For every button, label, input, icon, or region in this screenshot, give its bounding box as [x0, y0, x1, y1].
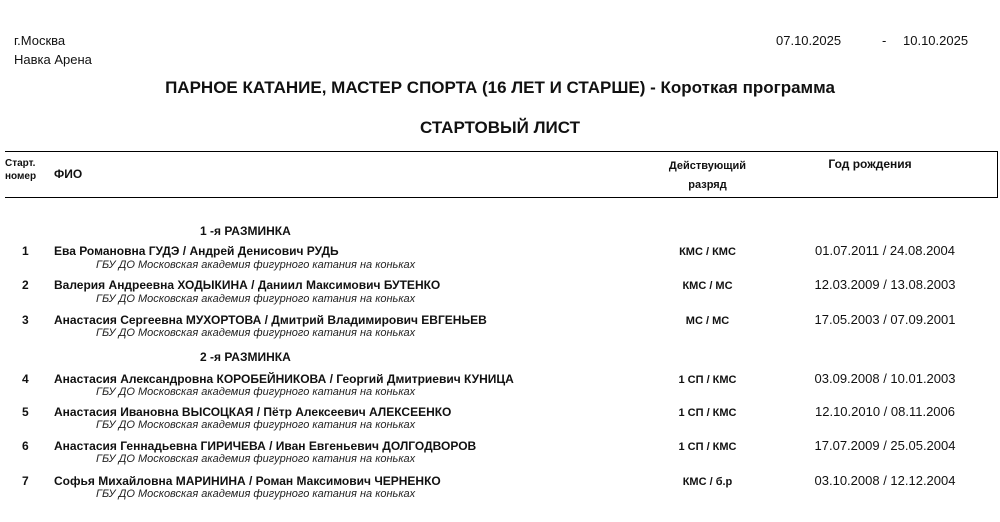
birth-dates: 17.07.2009 / 25.05.2004: [814, 438, 956, 453]
column-header-birth-year: Год рождения: [828, 157, 912, 171]
skater-pair-name: Анастасия Сергеевна МУХОРТОВА / Дмитрий Владимирович ЕВГЕНЬЕВ: [54, 313, 487, 327]
birth-dates: 12.10.2010 / 08.11.2006: [815, 404, 955, 419]
start-number: 2: [22, 278, 29, 292]
column-header-start-number-line1: Старт.: [5, 158, 36, 169]
birth-dates: 12.03.2009 / 13.08.2003: [814, 277, 956, 292]
club-name: ГБУ ДО Московская академия фигурного катания на коньках: [96, 419, 416, 431]
skater-pair-name: Валерия Андреевна ХОДЫКИНА / Даниил Максимович БУТЕНКО: [54, 278, 441, 292]
sport-rank: МС / МС: [685, 315, 730, 327]
table-header-right-border: [997, 151, 998, 198]
column-header-rank-line1: Действующий: [668, 160, 747, 172]
start-number: 5: [22, 405, 29, 419]
warmup-group-label: 1 -я РАЗМИНКА: [200, 224, 291, 238]
start-number: 7: [22, 474, 29, 488]
date-separator: -: [882, 33, 887, 48]
sport-rank: 1 СП / КМС: [678, 407, 737, 419]
skater-pair-name: Анастасия Александровна КОРОБЕЙНИКОВА / Георгий Дмитриевич КУНИЦА: [54, 372, 514, 386]
skater-pair-name: Ева Романовна ГУДЭ / Андрей Денисович РУДЬ: [54, 244, 339, 258]
sport-rank: 1 СП / КМС: [678, 441, 737, 453]
club-name: ГБУ ДО Московская академия фигурного катания на коньках: [96, 488, 416, 500]
skater-pair-name: Анастасия Ивановна ВЫСОЦКАЯ / Пётр Алексеевич АЛЕКСЕЕНКО: [54, 405, 452, 419]
column-header-rank-line2: разряд: [688, 179, 727, 191]
club-name: ГБУ ДО Московская академия фигурного катания на коньках: [96, 259, 416, 271]
event-title: ПАРНОЕ КАТАНИЕ, МАСТЕР СПОРТА (16 ЛЕТ И СТАРШЕ) - Короткая программа: [165, 78, 835, 97]
city-label: г.Москва: [14, 33, 66, 48]
start-number: 4: [22, 372, 29, 386]
sport-rank: КМС / МС: [682, 280, 733, 292]
column-header-name: ФИО: [54, 167, 83, 181]
club-name: ГБУ ДО Московская академия фигурного катания на коньках: [96, 327, 416, 339]
sport-rank: КМС / КМС: [679, 246, 736, 258]
table-header-top-border: [5, 151, 997, 152]
birth-dates: 17.05.2003 / 07.09.2001: [814, 312, 956, 327]
skater-pair-name: Софья Михайловна МАРИНИНА / Роман Максимович ЧЕРНЕНКО: [54, 474, 441, 488]
venue-label: Навка Арена: [14, 52, 92, 67]
club-name: ГБУ ДО Московская академия фигурного катания на коньках: [96, 453, 416, 465]
club-name: ГБУ ДО Московская академия фигурного катания на коньках: [96, 293, 416, 305]
start-number: 6: [22, 439, 29, 453]
document-subtitle: СТАРТОВЫЙ ЛИСТ: [420, 118, 580, 137]
warmup-group-label: 2 -я РАЗМИНКА: [200, 350, 291, 364]
column-header-start-number-line2: номер: [5, 171, 37, 182]
column-header-rank: [650, 157, 765, 195]
start-number: 3: [22, 313, 29, 327]
sport-rank: 1 СП / КМС: [678, 374, 737, 386]
birth-dates: 03.09.2008 / 10.01.2003: [814, 371, 956, 386]
club-name: ГБУ ДО Московская академия фигурного катания на коньках: [96, 386, 416, 398]
date-from: 07.10.2025: [776, 33, 842, 48]
sport-rank: КМС / б.р: [682, 476, 733, 488]
start-number: 1: [22, 244, 29, 258]
date-to: 10.10.2025: [903, 33, 969, 48]
table-header-bottom-border: [5, 197, 997, 198]
skater-pair-name: Анастасия Геннадьевна ГИРИЧЕВА / Иван Евгеньевич ДОЛГОДВОРОВ: [54, 439, 477, 453]
birth-dates: 03.10.2008 / 12.12.2004: [814, 473, 956, 488]
column-header-start-number: [5, 157, 36, 183]
birth-dates: 01.07.2011 / 24.08.2004: [815, 243, 955, 258]
